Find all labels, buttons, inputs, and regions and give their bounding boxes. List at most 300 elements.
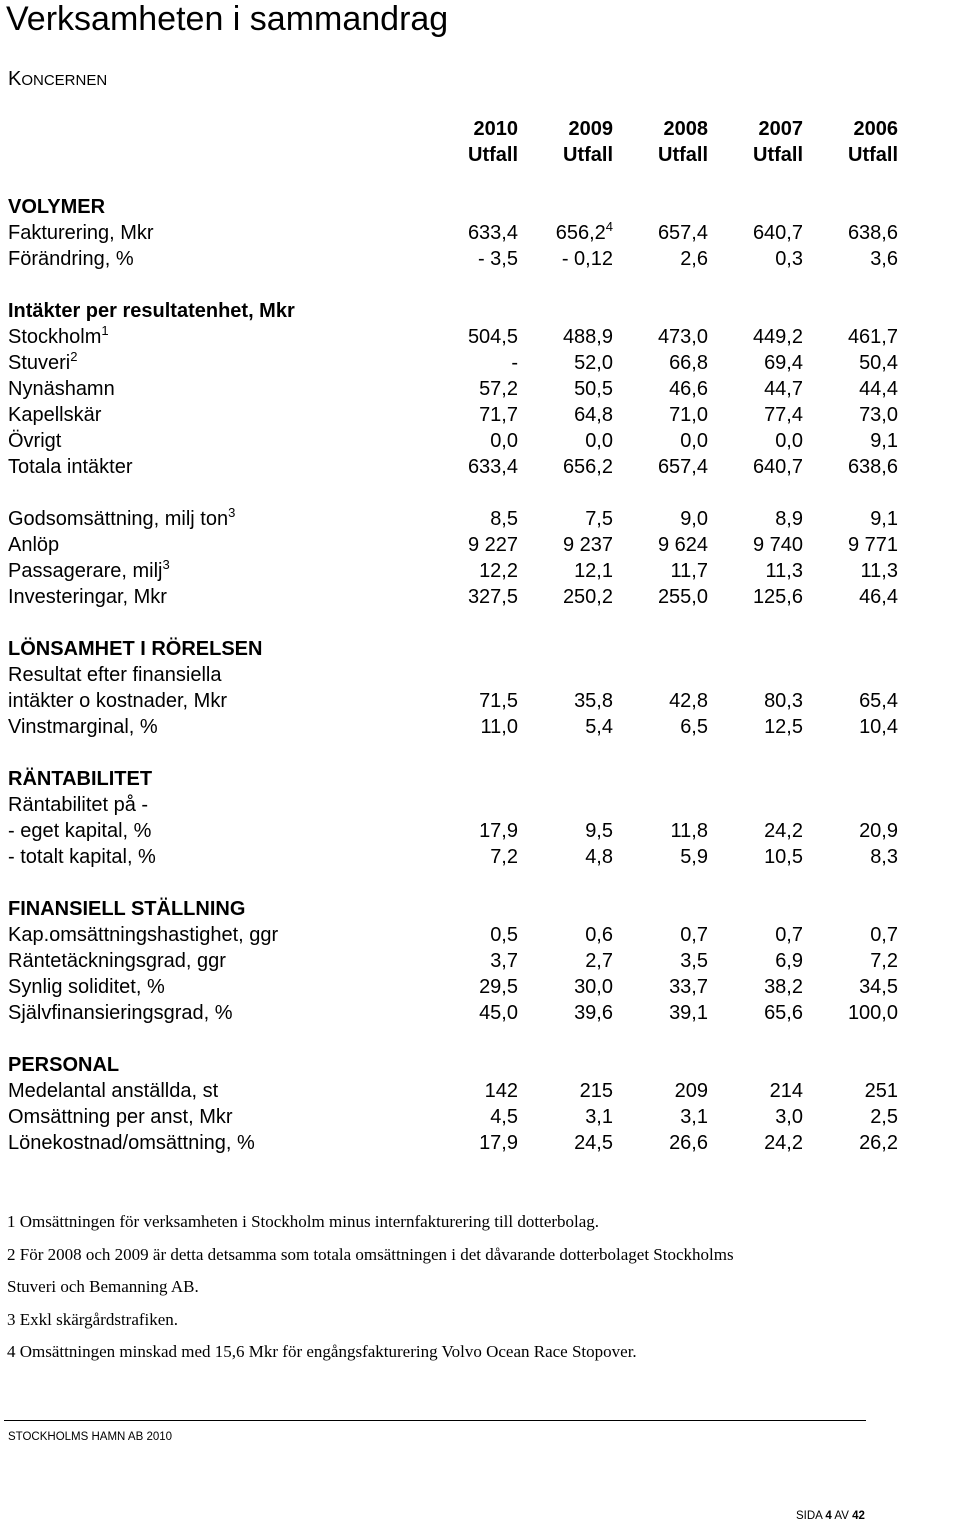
value-text: 0,3	[775, 248, 803, 270]
value-cell	[428, 532, 518, 558]
value-cell	[428, 350, 518, 376]
value-text: 640,7	[752, 456, 803, 478]
row-label-text: Räntetäckningsgrad, ggr	[8, 950, 226, 972]
value-text: 10,4	[859, 716, 898, 738]
value-cell	[428, 402, 518, 428]
value-cell	[618, 376, 708, 402]
value-text: 657,4	[657, 456, 708, 478]
value-cell	[713, 714, 803, 740]
value-text: 71,7	[479, 404, 518, 426]
value-text: 26,2	[859, 1132, 898, 1154]
value-cell	[428, 376, 518, 402]
value-cell	[808, 1104, 898, 1130]
value-text: 125,6	[752, 586, 803, 608]
value-cell	[713, 220, 803, 246]
table-row	[0, 1130, 960, 1156]
row-label-text: Anlöp	[8, 534, 60, 556]
value-text: 3,0	[775, 1106, 803, 1128]
row-label-text: Övrigt	[8, 430, 62, 452]
value-cell	[428, 922, 518, 948]
value-text: 488,9	[562, 326, 613, 348]
value-cell	[428, 688, 518, 714]
value-cell	[808, 974, 898, 1000]
value-cell	[618, 454, 708, 480]
value-cell	[618, 922, 708, 948]
row-label	[8, 1130, 255, 1156]
table-row	[0, 402, 960, 428]
row-label	[8, 636, 262, 662]
value-text: 0,0	[775, 430, 803, 452]
row-label-text: Kap.omsättningshastighet, ggr	[8, 924, 279, 946]
row-label-text: Totala intäkter	[8, 456, 133, 478]
value-text: 38,2	[764, 976, 803, 998]
value-text: 215	[579, 1080, 613, 1102]
value-cell	[523, 324, 613, 350]
section-heading-row	[0, 1052, 960, 1078]
table-row	[0, 844, 960, 870]
row-label	[8, 714, 158, 740]
value-cell	[618, 402, 708, 428]
value-text: 17,9	[479, 820, 518, 842]
page-total: 42	[852, 1510, 865, 1522]
header-row-labels	[0, 142, 960, 168]
value-cell	[713, 1104, 803, 1130]
value-cell	[808, 402, 898, 428]
header-label: Utfall	[658, 144, 708, 166]
table-row	[0, 1078, 960, 1104]
table-row	[0, 662, 960, 688]
row-label	[8, 896, 245, 922]
value-cell	[523, 922, 613, 948]
spacer-row	[0, 1026, 960, 1052]
value-text: 0,0	[680, 430, 708, 452]
value-cell	[808, 220, 898, 246]
value-text: 0,6	[585, 924, 613, 946]
value-text: 73,0	[859, 404, 898, 426]
page-title: Verksamheten i sammandrag	[6, 0, 449, 38]
value-text: 327,5	[467, 586, 518, 608]
row-label-text: Stuveri	[8, 352, 71, 374]
value-text: 3,7	[490, 950, 518, 972]
value-text: 50,5	[574, 378, 613, 400]
value-text: 9,0	[680, 508, 708, 530]
value-cell	[618, 948, 708, 974]
table-row	[0, 688, 960, 714]
table-row	[0, 454, 960, 480]
row-label-text: Nynäshamn	[8, 378, 115, 400]
value-cell	[808, 844, 898, 870]
value-text: 0,0	[585, 430, 613, 452]
value-cell	[808, 506, 898, 532]
value-cell	[713, 584, 803, 610]
footnotes	[7, 1206, 947, 1369]
table-row	[0, 792, 960, 818]
value-text: 9,1	[870, 430, 898, 452]
value-cell	[713, 324, 803, 350]
value-cell	[523, 350, 613, 376]
value-cell	[523, 584, 613, 610]
table-row	[0, 220, 960, 246]
table-row	[0, 324, 960, 350]
value-cell	[618, 428, 708, 454]
value-text: 42,8	[669, 690, 708, 712]
row-label-text: Synlig soliditet, %	[8, 976, 165, 998]
value-cell	[618, 1000, 708, 1026]
value-text: 461,7	[847, 326, 898, 348]
header-label: Utfall	[848, 144, 898, 166]
row-label-text: Förändring, %	[8, 248, 134, 270]
value-text: 0,0	[490, 430, 518, 452]
value-text: 34,5	[859, 976, 898, 998]
value-cell	[523, 974, 613, 1000]
table-row	[0, 974, 960, 1000]
row-label-text: Omsättning per anst, Mkr	[8, 1106, 233, 1128]
value-text: 12,5	[764, 716, 803, 738]
value-text: 39,1	[669, 1002, 708, 1024]
page-mid: AV	[834, 1510, 849, 1522]
section-heading-row	[0, 896, 960, 922]
value-text: 0,5	[490, 924, 518, 946]
value-cell	[428, 584, 518, 610]
value-cell	[618, 584, 708, 610]
value-cell	[523, 376, 613, 402]
value-cell	[808, 532, 898, 558]
value-cell	[523, 844, 613, 870]
value-text: 633,4	[467, 222, 518, 244]
footnote: Stuveri och Bemanning AB.	[7, 1277, 199, 1296]
value-text: 46,4	[859, 586, 898, 608]
table-row	[0, 818, 960, 844]
value-cell	[713, 1000, 803, 1026]
row-label	[8, 792, 148, 818]
value-text: 8,9	[775, 508, 803, 530]
value-cell	[523, 818, 613, 844]
value-text: 24,5	[574, 1132, 613, 1154]
section-title	[8, 68, 107, 91]
value-text: 5,9	[680, 846, 708, 868]
value-text: 29,5	[479, 976, 518, 998]
value-text: 100,0	[847, 1002, 898, 1024]
row-label-text: Självfinansieringsgrad, %	[8, 1002, 233, 1024]
value-text: 80,3	[764, 690, 803, 712]
row-label	[8, 922, 278, 948]
value-cell	[713, 350, 803, 376]
value-text: 5,4	[585, 716, 613, 738]
section-title-rest: ONCERNEN	[21, 72, 108, 89]
section-heading-row	[0, 766, 960, 792]
value-cell	[428, 1130, 518, 1156]
footnote-ref: 3	[228, 505, 236, 520]
row-label-text: Lönekostnad/omsättning, %	[8, 1132, 255, 1154]
footnote: 4 Omsättningen minskad med 15,6 Mkr för engångsfakturering Volvo Ocean Race Stopover.	[7, 1342, 637, 1361]
page-number	[796, 1510, 865, 1522]
value-cell	[523, 558, 613, 584]
value-text: 9 237	[562, 534, 613, 556]
value-cell	[428, 246, 518, 272]
value-text: 7,5	[585, 508, 613, 530]
row-label	[8, 1104, 233, 1130]
table-row	[0, 948, 960, 974]
footnote-ref: 1	[101, 323, 109, 338]
row-label	[8, 558, 170, 584]
value-cell	[713, 1130, 803, 1156]
value-cell	[713, 428, 803, 454]
value-text: 39,6	[574, 1002, 613, 1024]
value-cell	[713, 246, 803, 272]
value-cell	[428, 220, 518, 246]
header-year: 2009	[568, 118, 613, 140]
value-text: 10,5	[764, 846, 803, 868]
value-text: 24,2	[764, 820, 803, 842]
spacer-row	[0, 740, 960, 766]
value-text: 9 227	[467, 534, 518, 556]
row-label-text: Stockholm	[8, 326, 102, 348]
value-cell	[618, 532, 708, 558]
value-cell	[428, 558, 518, 584]
value-cell	[618, 844, 708, 870]
header-year: 2006	[853, 118, 898, 140]
value-text: 4,5	[490, 1106, 518, 1128]
row-label	[8, 194, 105, 220]
header-row-years	[0, 116, 960, 142]
value-text: 9 771	[847, 534, 898, 556]
value-text: 20,9	[859, 820, 898, 842]
value-cell	[713, 922, 803, 948]
value-text: 3,1	[680, 1106, 708, 1128]
spacer-row	[0, 480, 960, 506]
header-label: Utfall	[468, 144, 518, 166]
spacer-row	[0, 168, 960, 194]
row-label-text: Räntabilitet på -	[8, 794, 149, 816]
spacer-row	[0, 272, 960, 298]
value-cell	[523, 714, 613, 740]
row-label-text: Vinstmarginal, %	[8, 716, 158, 738]
value-cell	[618, 1104, 708, 1130]
row-label-text: Passagerare, milj	[8, 560, 163, 582]
value-cell	[523, 1104, 613, 1130]
value-cell	[618, 506, 708, 532]
value-text: 255,0	[657, 586, 708, 608]
row-label-text: Intäkter per resultatenhet, Mkr	[8, 300, 295, 322]
value-cell	[523, 428, 613, 454]
value-text: 6,9	[775, 950, 803, 972]
value-text: 251	[864, 1080, 898, 1102]
footnote-ref: 2	[70, 349, 78, 364]
value-text: 3,5	[680, 950, 708, 972]
row-label-text: LÖNSAMHET I RÖRELSEN	[8, 638, 263, 660]
value-text: - 3,5	[477, 248, 518, 270]
value-text: 9,5	[585, 820, 613, 842]
table-row	[0, 428, 960, 454]
section-heading-row	[0, 194, 960, 220]
value-cell	[428, 506, 518, 532]
value-cell	[808, 428, 898, 454]
value-text: 0,7	[870, 924, 898, 946]
value-cell	[713, 402, 803, 428]
value-cell	[808, 454, 898, 480]
value-cell	[713, 506, 803, 532]
value-cell	[428, 818, 518, 844]
row-label-text: - eget kapital, %	[8, 820, 152, 842]
value-text: 11,3	[765, 560, 803, 582]
table-row	[0, 558, 960, 584]
value-cell	[523, 688, 613, 714]
row-label	[8, 454, 133, 480]
value-text: 45,0	[479, 1002, 518, 1024]
value-text: 50,4	[859, 352, 898, 374]
footnote: 2 För 2008 och 2009 är detta detsamma som totala omsättningen i det dåvarande dotterbolaget Stockholms	[7, 1244, 734, 1264]
value-text: 2,7	[585, 950, 613, 972]
value-cell	[618, 350, 708, 376]
value-text: 12,1	[574, 560, 613, 582]
row-label	[8, 428, 61, 454]
row-label-text: Godsomsättning, milj ton	[8, 508, 229, 530]
table-row	[0, 246, 960, 272]
header-year: 2008	[663, 118, 708, 140]
row-label	[8, 818, 151, 844]
value-cell	[808, 558, 898, 584]
value-text: 3,6	[870, 248, 898, 270]
value-text: 71,5	[479, 690, 518, 712]
value-cell	[808, 714, 898, 740]
value-cell	[523, 506, 613, 532]
row-label-text: FINANSIELL STÄLLNING	[8, 898, 246, 920]
value-cell	[428, 324, 518, 350]
table-row	[0, 922, 960, 948]
value-text: 9 624	[657, 534, 708, 556]
value-cell	[808, 818, 898, 844]
header-label: Utfall	[753, 144, 803, 166]
value-cell	[523, 532, 613, 558]
value-cell	[713, 454, 803, 480]
value-text: 8,5	[490, 508, 518, 530]
table-row	[0, 1000, 960, 1026]
value-text: 44,7	[764, 378, 803, 400]
row-label-text: VOLYMER	[8, 196, 106, 218]
row-label	[8, 844, 156, 870]
row-label	[8, 298, 295, 324]
value-cell	[808, 376, 898, 402]
value-cell	[428, 1104, 518, 1130]
footnote: 1 Omsättningen för verksamheten i Stockholm minus internfakturering till dotterbolag.	[7, 1212, 600, 1231]
value-text: 640,7	[752, 222, 803, 244]
row-label	[8, 220, 154, 246]
value-cell	[428, 714, 518, 740]
value-cell	[713, 558, 803, 584]
footer-org: STOCKHOLMS HAMN AB 2010	[8, 1431, 173, 1443]
table-row	[0, 1104, 960, 1130]
value-text: 638,6	[847, 456, 898, 478]
value-cell	[713, 1078, 803, 1104]
value-text: 9,1	[870, 508, 898, 530]
row-label-text: Investeringar, Mkr	[8, 586, 167, 608]
row-label	[8, 766, 152, 792]
value-text: - 0,12	[561, 248, 613, 270]
value-cell	[618, 714, 708, 740]
value-cell	[618, 818, 708, 844]
value-text: 657,4	[657, 222, 708, 244]
value-text: 30,0	[574, 976, 613, 998]
value-text: 33,7	[669, 976, 708, 998]
value-text: 35,8	[574, 690, 613, 712]
row-label	[8, 350, 77, 376]
value-text: 77,4	[764, 404, 803, 426]
table-row	[0, 298, 960, 324]
value-cell	[428, 1000, 518, 1026]
value-cell	[713, 844, 803, 870]
value-cell	[713, 948, 803, 974]
key-figures-table	[0, 116, 960, 1156]
row-label	[8, 1000, 233, 1026]
value-text: 209	[674, 1080, 708, 1102]
row-label	[8, 376, 115, 402]
value-cell	[523, 948, 613, 974]
value-cell	[713, 532, 803, 558]
header-label: Utfall	[563, 144, 613, 166]
value-cell	[523, 1130, 613, 1156]
value-cell	[428, 428, 518, 454]
value-text: 46,6	[669, 378, 708, 400]
value-text: 65,4	[859, 690, 898, 712]
row-label-text: intäkter o kostnader, Mkr	[8, 690, 227, 712]
table-row	[0, 350, 960, 376]
row-label	[8, 584, 167, 610]
value-cell	[808, 1130, 898, 1156]
value-cell	[618, 974, 708, 1000]
row-label-text: Resultat efter finansiella	[8, 664, 222, 686]
value-cell	[428, 948, 518, 974]
value-text: 473,0	[657, 326, 708, 348]
value-cell	[523, 1078, 613, 1104]
value-text: 2,5	[870, 1106, 898, 1128]
section-heading-row	[0, 636, 960, 662]
row-label	[8, 974, 165, 1000]
table-row	[0, 584, 960, 610]
value-cell	[808, 584, 898, 610]
page-current: 4	[825, 1510, 832, 1522]
value-text: 656,2	[555, 222, 606, 244]
footnote-ref: 3	[162, 557, 170, 572]
value-text: 0,7	[775, 924, 803, 946]
table-row	[0, 376, 960, 402]
value-text: 656,2	[562, 456, 613, 478]
value-text: 11,8	[670, 820, 708, 842]
value-text: 24,2	[764, 1132, 803, 1154]
value-cell	[808, 688, 898, 714]
value-cell	[523, 246, 613, 272]
value-cell	[713, 818, 803, 844]
value-text: 449,2	[752, 326, 803, 348]
value-text: 504,5	[467, 326, 518, 348]
value-cell	[808, 948, 898, 974]
header-year: 2010	[473, 118, 518, 140]
section-title-initial: K	[8, 68, 22, 90]
value-cell	[523, 402, 613, 428]
value-cell	[428, 974, 518, 1000]
value-cell	[428, 454, 518, 480]
row-label	[8, 662, 221, 688]
value-text: 8,3	[870, 846, 898, 868]
value-text: 57,2	[479, 378, 518, 400]
value-text: 44,4	[859, 378, 898, 400]
value-text: 638,6	[847, 222, 898, 244]
value-text: 11,3	[860, 560, 898, 582]
value-text: 26,6	[669, 1132, 708, 1154]
page-prefix: SIDA	[796, 1510, 823, 1522]
row-label	[8, 246, 134, 272]
row-label	[8, 402, 101, 428]
row-label	[8, 1078, 218, 1104]
